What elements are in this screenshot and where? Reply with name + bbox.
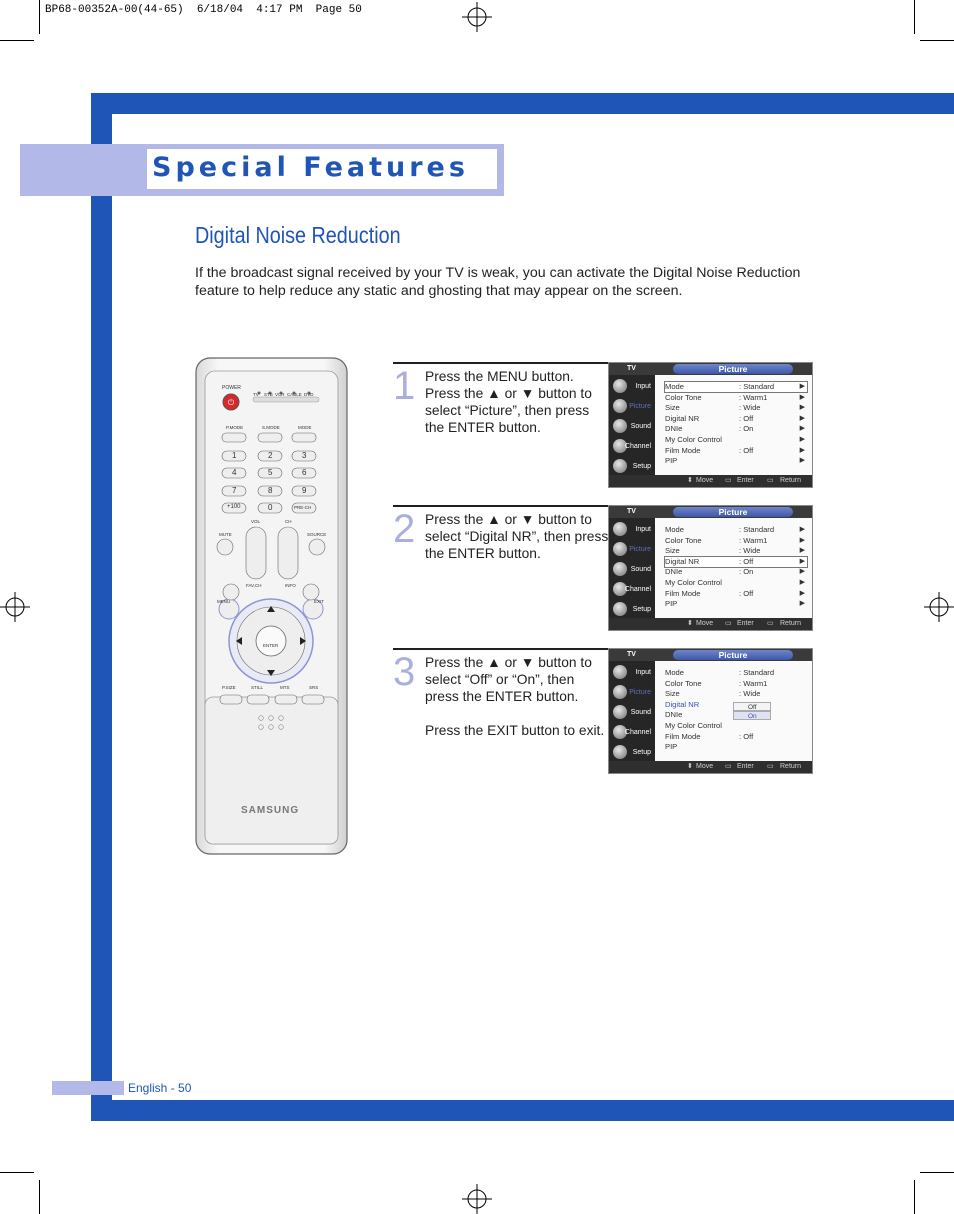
osd-tv-label: TV (627, 508, 636, 515)
arrow-right-icon: ▶ (799, 600, 805, 607)
intro-paragraph: If the broadcast signal received by your TV is weak, you can activate the Digital Noise Reduction feature to help reduce any static and ghosting that may appear on the screen. (195, 265, 801, 299)
move-icon: ⬍ (687, 763, 693, 770)
picture-icon (613, 399, 627, 413)
prech-label: PRE-CH (294, 505, 312, 510)
mode-stb-label: STB (264, 392, 273, 397)
crop-mark (920, 1172, 954, 1173)
picture-icon (613, 685, 627, 699)
osd-side-setup: Setup (611, 600, 655, 619)
step-1-instruction: Press the MENU button. Press the ▲ or ▼ button to select “Picture”, then press the ENTER button. (425, 369, 592, 435)
remote-labels (195, 357, 348, 855)
arrow-right-icon: ▶ (799, 579, 805, 586)
page-frame-bottom (91, 1100, 954, 1121)
input-icon (613, 379, 627, 393)
enter-icon: ▭ (725, 620, 732, 627)
osd-side-picture: Picture (611, 683, 655, 702)
vol-label: VOL (251, 519, 261, 524)
digit-3: 3 (302, 451, 307, 460)
osd-row-pip: PIP (665, 742, 678, 751)
arrow-right-icon: ▶ (799, 383, 805, 390)
arrow-right-icon: ▶ (799, 558, 805, 565)
mode-dvd-label: DVD (304, 392, 314, 397)
step-3-instruction: Press the ▲ or ▼ button to select “Off” or “On”, then press the ENTER button. (425, 655, 592, 704)
srs-label: SRS (309, 685, 319, 690)
osd-side-setup: Setup (611, 457, 655, 476)
return-icon: ▭ (767, 763, 774, 770)
osd-side-channel: Channel (611, 723, 655, 742)
step-3-text (425, 654, 609, 756)
osd-picture-header: Picture (673, 507, 793, 517)
power-label: POWER (222, 385, 241, 391)
page-subtitle: Digital Noise Reduction (195, 222, 401, 248)
enter-icon: ▭ (725, 763, 732, 770)
osd-row-dnie: DNIe : On ▶ (665, 424, 805, 433)
crop-mark (0, 1172, 34, 1173)
footer-bar (52, 1081, 124, 1095)
osd-row-mycolor: My Color Control ▶ (665, 435, 805, 444)
still-label: STILL (251, 685, 264, 690)
arrow-right-icon: ▶ (799, 425, 805, 432)
osd-hint-move: Move (696, 477, 714, 484)
sound-icon (613, 419, 627, 433)
osd-hint-return: Return (780, 620, 802, 627)
arrow-right-icon: ▶ (799, 404, 805, 411)
digit-4: 4 (232, 468, 237, 477)
step-number: 2 (393, 507, 416, 551)
osd-side-input: Input (611, 520, 655, 539)
osd-sidebar (609, 375, 655, 475)
osd-row-filmmode: Film Mode : Off (665, 732, 754, 741)
mode-label: MODE (298, 425, 312, 430)
arrow-right-icon: ▶ (799, 537, 805, 544)
return-icon: ▭ (767, 620, 774, 627)
step-2-text (425, 511, 609, 579)
step-number: 1 (393, 364, 416, 408)
digit-100: +100 (227, 504, 241, 510)
exit-label: EXIT (314, 599, 325, 604)
crop-mark (39, 0, 40, 34)
sound-icon (613, 562, 627, 576)
mode-vcr-label: VCR (275, 392, 285, 397)
digit-8: 8 (268, 486, 273, 495)
osd-tv-label: TV (627, 651, 636, 658)
svg-text:⏻: ⏻ (227, 398, 235, 407)
osd-row-mode: Mode : Standard (665, 668, 775, 677)
digit-0: 0 (268, 503, 273, 512)
pmode-label: P.MODE (226, 425, 244, 430)
osd-row-digitalnr: Digital NR : Off ▶ (665, 414, 805, 423)
tv-menu-screen-2 (608, 505, 813, 631)
osd-row-size: Size : Wide ▶ (665, 546, 805, 555)
picture-icon (613, 542, 627, 556)
osd-row-digitalnr: Digital NR : Off ▶ (665, 557, 805, 566)
osd-row-pip: PIP ▶ (665, 456, 805, 465)
ch-label: CH (285, 519, 292, 524)
osd-row-dnie: DNIe : On ▶ (665, 567, 805, 576)
page-frame-top (91, 93, 954, 114)
smode-label: S.MODE (262, 425, 280, 430)
step-2-instruction: Press the ▲ or ▼ button to select “Digital NR”, then press the ENTER button. (425, 512, 609, 561)
osd-picture-header: Picture (673, 364, 793, 374)
move-icon: ⬍ (687, 620, 693, 627)
menu-label: MENU (217, 599, 231, 604)
osd-row-mycolor: My Color Control ▶ (665, 578, 805, 587)
osd-row-colortone: Color Tone : Warm1 ▶ (665, 393, 805, 402)
sound-icon (613, 705, 627, 719)
arrow-right-icon: ▶ (799, 526, 805, 533)
crop-mark (920, 40, 954, 41)
digit-6: 6 (302, 468, 307, 477)
arrow-right-icon: ▶ (799, 547, 805, 554)
section-title: Special Features (152, 152, 469, 183)
osd-sidebar (609, 518, 655, 618)
step-divider (393, 362, 608, 364)
mode-tv-label: TV (253, 392, 259, 397)
digit-2: 2 (268, 451, 273, 460)
enter-icon: ▭ (725, 477, 732, 484)
step-1-text (425, 368, 609, 453)
step-number: 3 (393, 650, 416, 694)
tv-menu-screen-1 (608, 362, 813, 488)
input-icon (613, 665, 627, 679)
page-frame-left (91, 93, 112, 1121)
registration-mark-icon (924, 592, 954, 622)
step-3-exit-instruction: Press the EXIT button to exit. (425, 723, 605, 738)
osd-hint-move: Move (696, 620, 714, 627)
osd-tv-label: TV (627, 365, 636, 372)
osd-side-channel: Channel (611, 580, 655, 599)
osd-row-mycolor: My Color Control (665, 721, 722, 730)
digit-1: 1 (232, 451, 237, 460)
psize-label: P.SIZE (222, 685, 236, 690)
arrow-right-icon: ▶ (799, 590, 805, 597)
osd-bottom-bar (609, 761, 812, 773)
source-label: SOURCE (307, 532, 327, 537)
osd-sidebar (609, 661, 655, 761)
setup-icon (613, 745, 627, 759)
osd-side-sound: Sound (611, 703, 655, 722)
registration-mark-icon (462, 2, 492, 32)
osd-row-colortone: Color Tone : Warm1 ▶ (665, 536, 805, 545)
crop-mark (0, 40, 34, 41)
osd-menu-list (655, 375, 812, 475)
mts-label: MTS (280, 685, 290, 690)
mode-cable-label: CABLE (287, 392, 302, 397)
input-icon (613, 522, 627, 536)
osd-row-mode: Mode : Standard ▶ (665, 525, 805, 534)
crop-mark (914, 0, 915, 34)
osd-side-input: Input (611, 377, 655, 396)
registration-mark-icon (462, 1184, 492, 1214)
osd-row-dnie: DNIe (665, 710, 683, 719)
osd-option-on: On (733, 711, 771, 720)
osd-hint-return: Return (780, 477, 802, 484)
osd-side-channel: Channel (611, 437, 655, 456)
osd-row-filmmode: Film Mode : Off ▶ (665, 446, 805, 455)
osd-bottom-bar (609, 618, 812, 630)
osd-side-setup: Setup (611, 743, 655, 762)
osd-side-picture: Picture (611, 397, 655, 416)
setup-icon (613, 602, 627, 616)
registration-mark-icon (0, 592, 30, 622)
osd-row-digitalnr: Digital NR (665, 700, 700, 709)
osd-row-size: Size : Wide (665, 689, 761, 698)
digit-9: 9 (302, 486, 307, 495)
osd-side-sound: Sound (611, 417, 655, 436)
osd-menu-list (655, 518, 812, 618)
arrow-right-icon: ▶ (799, 447, 805, 454)
osd-side-picture: Picture (611, 540, 655, 559)
info-label: INFO (285, 583, 296, 588)
osd-row-mode: Mode : Standard ▶ (665, 382, 805, 391)
osd-row-colortone: Color Tone : Warm1 (665, 679, 768, 688)
move-icon: ⬍ (687, 477, 693, 484)
osd-option-off: Off (733, 702, 771, 711)
osd-side-input: Input (611, 663, 655, 682)
arrow-right-icon: ▶ (799, 415, 805, 422)
print-slug: BP68-00352A-00(44-65) 6/18/04 4:17 PM Page 50 (45, 4, 362, 16)
osd-row-filmmode: Film Mode : Off ▶ (665, 589, 805, 598)
arrow-right-icon: ▶ (799, 457, 805, 464)
crop-mark (39, 1180, 40, 1214)
arrow-right-icon: ▶ (799, 394, 805, 401)
return-icon: ▭ (767, 477, 774, 484)
osd-hint-enter: Enter (737, 477, 754, 484)
osd-bottom-bar (609, 475, 812, 487)
osd-row-size: Size : Wide ▶ (665, 403, 805, 412)
crop-mark (914, 1180, 915, 1214)
step-divider (393, 648, 608, 650)
favch-label: FAV.CH (246, 583, 262, 588)
brand-logo: SAMSUNG (241, 805, 300, 816)
arrow-right-icon: ▶ (799, 568, 805, 575)
arrow-right-icon: ▶ (799, 436, 805, 443)
mute-label: MUTE (219, 532, 232, 537)
tv-menu-screen-3 (608, 648, 813, 774)
osd-picture-header: Picture (673, 650, 793, 660)
page-number: English - 50 (128, 1081, 192, 1095)
enter-label: ENTER (263, 643, 279, 648)
osd-hint-return: Return (780, 763, 802, 770)
osd-hint-enter: Enter (737, 620, 754, 627)
setup-icon (613, 459, 627, 473)
digit-7: 7 (232, 486, 237, 495)
osd-side-sound: Sound (611, 560, 655, 579)
osd-row-pip: PIP ▶ (665, 599, 805, 608)
osd-hint-move: Move (696, 763, 714, 770)
step-divider (393, 505, 608, 507)
digit-5: 5 (268, 468, 273, 477)
osd-hint-enter: Enter (737, 763, 754, 770)
